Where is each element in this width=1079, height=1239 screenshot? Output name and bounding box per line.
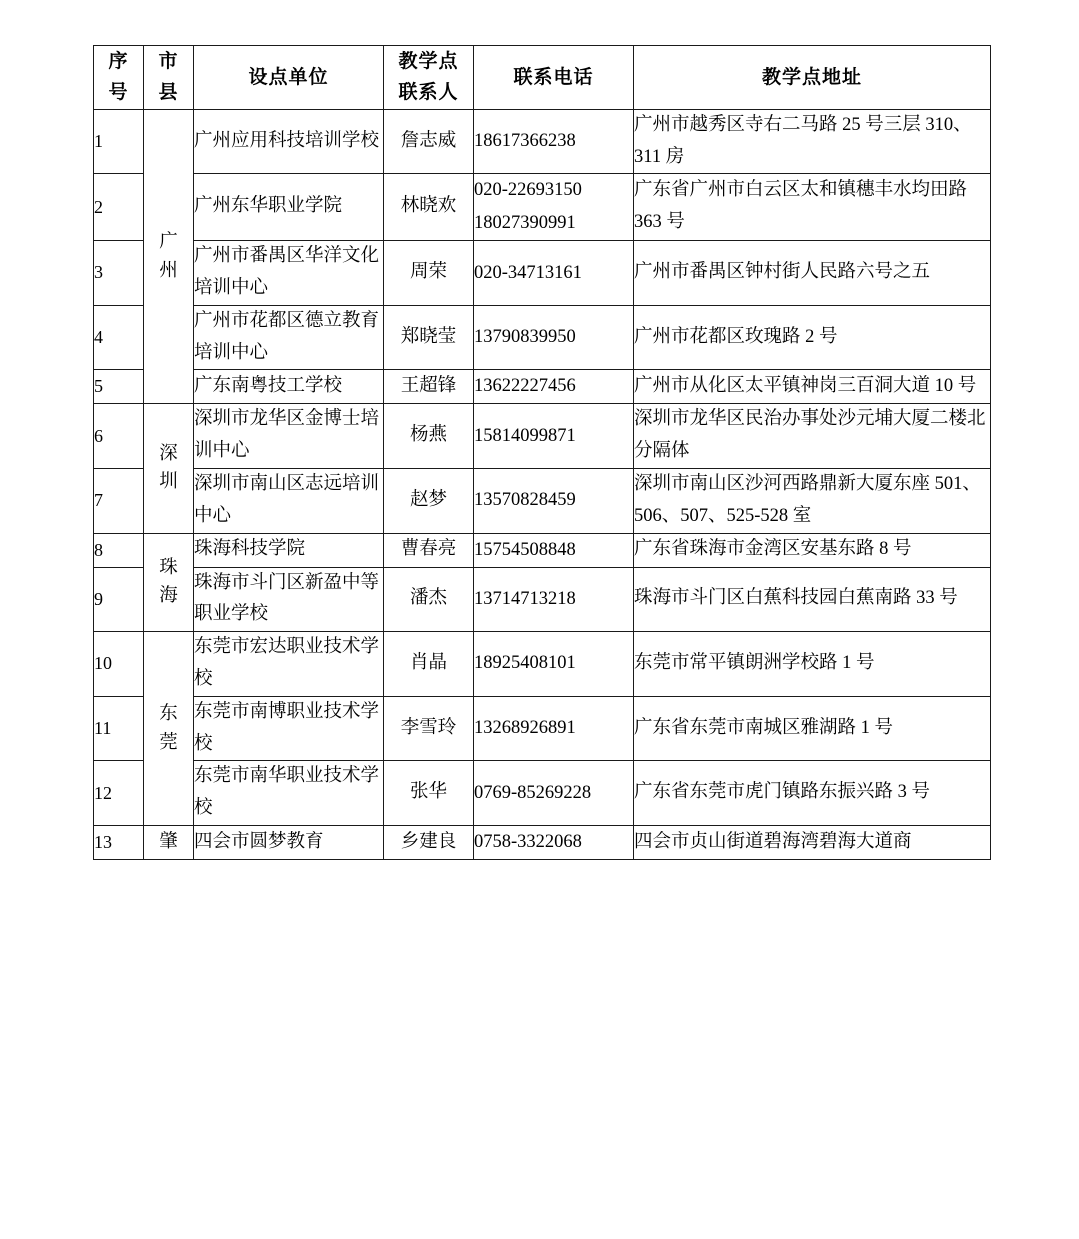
phone-number: 13570828459 [474, 490, 576, 511]
table-row [94, 404, 991, 469]
cell-city-char: 肇 [159, 832, 178, 853]
phone-number: 15754508848 [474, 539, 576, 560]
table-row [94, 370, 991, 404]
teaching-points-table [93, 45, 991, 860]
cell-phone [474, 305, 634, 370]
column-header-contact-person [384, 46, 474, 110]
table-row [94, 109, 991, 174]
cell-unit-name: 广州市花都区德立教育培训中心 [194, 305, 384, 370]
cell-phone [474, 468, 634, 533]
cell-phone [474, 632, 634, 697]
cell-index: 12 [94, 761, 144, 826]
cell-index: 9 [94, 567, 144, 632]
phone-number: 020-22693150 [474, 180, 582, 201]
table-row [94, 241, 991, 306]
cell-index: 2 [94, 174, 144, 241]
table-row [94, 761, 991, 826]
cell-contact-person: 林晓欢 [384, 174, 474, 241]
phone-number: 18617366238 [474, 131, 576, 152]
cell-contact-person: 乡建良 [384, 826, 474, 860]
cell-address: 东莞市常平镇朗洲学校路 1 号 [634, 632, 991, 697]
cell-contact-person: 赵梦 [384, 468, 474, 533]
column-header-unit: 设点单位 [194, 46, 384, 110]
cell-city-char: 深 [159, 443, 178, 464]
cell-index: 5 [94, 370, 144, 404]
cell-index: 8 [94, 533, 144, 567]
cell-contact-person: 肖晶 [384, 632, 474, 697]
cell-unit-name: 东莞市南华职业技术学校 [194, 761, 384, 826]
cell-city-char: 莞 [159, 732, 178, 753]
cell-unit-name: 东莞市宏达职业技术学校 [194, 632, 384, 697]
table-row [94, 533, 991, 567]
cell-phone [474, 826, 634, 860]
cell-address: 广东省广州市白云区太和镇穗丰水均田路 363 号 [634, 174, 991, 241]
column-header-contact-line1: 教学点 [398, 51, 459, 72]
cell-city-char: 海 [159, 586, 178, 607]
cell-contact-person: 曹春亮 [384, 533, 474, 567]
cell-phone [474, 567, 634, 632]
cell-address: 广州市从化区太平镇神岗三百洞大道 10 号 [634, 370, 991, 404]
cell-city-char: 圳 [159, 472, 178, 493]
column-header-index-line1: 序 [108, 51, 129, 72]
table-header [94, 46, 991, 110]
cell-index: 11 [94, 696, 144, 761]
cell-unit-name: 四会市圆梦教育 [194, 826, 384, 860]
cell-address: 四会市贞山街道碧海湾碧海大道商 [634, 826, 991, 860]
cell-address: 深圳市南山区沙河西路鼎新大厦东座 501、506、507、525-528 室 [634, 468, 991, 533]
cell-index: 6 [94, 404, 144, 469]
cell-unit-name: 广东南粤技工学校 [194, 370, 384, 404]
cell-index: 3 [94, 241, 144, 306]
cell-city [144, 533, 194, 632]
cell-unit-name: 广州东华职业学院 [194, 174, 384, 241]
phone-number: 0758-3322068 [474, 832, 582, 852]
cell-city [144, 404, 194, 533]
cell-unit-name: 珠海科技学院 [194, 533, 384, 567]
cell-city-char: 广 [159, 231, 178, 252]
phone-number: 13714713218 [474, 588, 576, 609]
cell-index: 7 [94, 468, 144, 533]
phone-number: 13622227456 [474, 376, 576, 397]
cell-address: 广州市花都区玫瑰路 2 号 [634, 305, 991, 370]
phone-number: 18925408101 [474, 653, 576, 674]
column-header-phone: 联系电话 [474, 46, 634, 110]
cell-contact-person: 郑晓莹 [384, 305, 474, 370]
cell-phone [474, 109, 634, 174]
table-row [94, 632, 991, 697]
cell-unit-name: 深圳市龙华区金博士培训中心 [194, 404, 384, 469]
phone-number: 13268926891 [474, 718, 576, 739]
cell-contact-person: 王超锋 [384, 370, 474, 404]
cell-unit-name: 广州应用科技培训学校 [194, 109, 384, 174]
table-row [94, 305, 991, 370]
column-header-city-line1: 市 [158, 51, 179, 72]
cell-unit-name: 深圳市南山区志远培训中心 [194, 468, 384, 533]
cell-contact-person: 杨燕 [384, 404, 474, 469]
table-row [94, 826, 991, 860]
phone-number: 15814099871 [474, 425, 576, 446]
column-header-contact-line2: 联系人 [398, 82, 459, 104]
cell-address: 广州市越秀区寺右二马路 25 号三层 310、311 房 [634, 109, 991, 174]
cell-address: 广东省珠海市金湾区安基东路 8 号 [634, 533, 991, 567]
column-header-address: 教学点地址 [634, 46, 991, 110]
cell-unit-name: 珠海市斗门区新盈中等职业学校 [194, 567, 384, 632]
cell-contact-person: 李雪玲 [384, 696, 474, 761]
column-header-index [94, 46, 144, 110]
cell-address: 广州市番禺区钟村街人民路六号之五 [634, 241, 991, 306]
column-header-index-line2: 号 [108, 82, 129, 104]
cell-index: 1 [94, 109, 144, 174]
cell-phone [474, 370, 634, 404]
cell-phone [474, 696, 634, 761]
phone-number: 13790839950 [474, 327, 576, 348]
table-row [94, 567, 991, 632]
table-row [94, 174, 991, 241]
cell-index: 10 [94, 632, 144, 697]
phone-number: 020-34713161 [474, 262, 582, 283]
teaching-points-table-container [93, 45, 990, 860]
cell-contact-person: 张华 [384, 761, 474, 826]
cell-city-char: 东 [159, 703, 178, 724]
cell-unit-name: 广州市番禺区华洋文化培训中心 [194, 241, 384, 306]
table-body [94, 109, 991, 859]
cell-phone [474, 533, 634, 567]
column-header-city [144, 46, 194, 110]
cell-city [144, 632, 194, 826]
cell-city-char: 州 [159, 260, 178, 281]
cell-address: 广东省东莞市虎门镇路东振兴路 3 号 [634, 761, 991, 826]
cell-address: 广东省东莞市南城区雅湖路 1 号 [634, 696, 991, 761]
phone-number: 0769-85269228 [474, 782, 592, 803]
column-header-city-line2: 县 [158, 82, 179, 104]
cell-contact-person: 潘杰 [384, 567, 474, 632]
cell-city [144, 826, 194, 860]
table-header-row [94, 46, 991, 110]
cell-city [144, 109, 194, 404]
cell-address: 珠海市斗门区白蕉科技园白蕉南路 33 号 [634, 567, 991, 632]
cell-contact-person: 詹志威 [384, 109, 474, 174]
cell-phone [474, 404, 634, 469]
phone-number: 18027390991 [474, 213, 576, 234]
cell-index: 13 [94, 826, 144, 860]
cell-contact-person: 周荣 [384, 241, 474, 306]
cell-index: 4 [94, 305, 144, 370]
cell-phone [474, 241, 634, 306]
cell-phone [474, 174, 634, 241]
cell-address: 深圳市龙华区民治办事处沙元埔大厦二楼北分隔体 [634, 404, 991, 469]
cell-unit-name: 东莞市南博职业技术学校 [194, 696, 384, 761]
cell-city-char: 珠 [159, 557, 178, 578]
cell-phone [474, 761, 634, 826]
table-row [94, 468, 991, 533]
table-row [94, 696, 991, 761]
